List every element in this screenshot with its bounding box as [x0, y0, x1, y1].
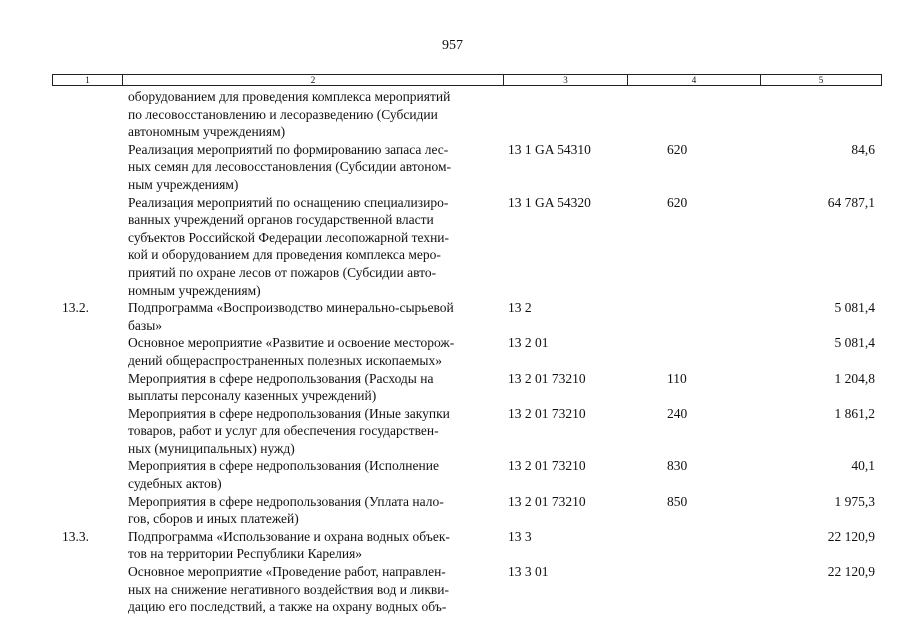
row-expense-type: 620 [667, 141, 688, 157]
row-name [128, 457, 498, 492]
table-row [0, 299, 905, 334]
table-row [0, 493, 905, 528]
row-name-line: Реализация мероприятий по оснащению специализиро- [128, 194, 449, 210]
row-name-line: дений общераспространенных полезных ископаемых» [128, 352, 442, 368]
row-expense-type: 240 [667, 405, 688, 421]
row-code: 13 3 01 [508, 564, 549, 580]
row-code: 13 2 [508, 300, 532, 316]
row-name-line: Мероприятия в сфере недропользования (Иные закупки [128, 405, 450, 421]
row-name-line: ных семян для лесовосстановления (Субсидии автоном- [128, 159, 452, 175]
row-name [128, 334, 498, 369]
row-expense-type: 850 [667, 493, 688, 509]
row-code: 13 2 01 73210 [508, 493, 586, 509]
row-name-line: дацию его последствий, а также на охрану водных объ- [128, 599, 447, 615]
row-code: 13 3 [508, 528, 532, 544]
column-header-5: 5 [818, 75, 824, 85]
page-number: 957 [442, 38, 463, 53]
table-row [0, 405, 905, 458]
column-header-2: 2 [123, 75, 504, 85]
row-amount: 1 861,2 [834, 405, 875, 421]
table-row [0, 88, 905, 141]
row-number: 13.2. [62, 300, 89, 316]
row-code: 13 2 01 73210 [508, 405, 586, 421]
row-name-line: гов, сборов и иных платежей) [128, 511, 299, 527]
row-name [128, 493, 498, 528]
row-name-line: тов на территории Республики Карелия» [128, 546, 363, 562]
row-name [128, 563, 498, 616]
row-expense-type: 620 [667, 194, 688, 210]
row-amount: 1 975,3 [834, 493, 875, 509]
row-name-line: субъектов Российской Федерации лесопожарной техни- [128, 229, 450, 245]
row-amount: 64 787,1 [827, 194, 875, 210]
row-name-line: Подпрограмма «Использование и охрана водных объек- [128, 528, 450, 544]
row-name-line: выплаты персоналу казенных учреждений) [128, 388, 377, 404]
row-name-line: Основное мероприятие «Проведение работ, направлен- [128, 564, 446, 580]
row-name-line: Основное мероприятие «Развитие и освоение месторож- [128, 335, 455, 351]
row-name-line: судебных актов) [128, 476, 222, 492]
row-code: 13 2 01 [508, 335, 549, 351]
row-name [128, 141, 498, 194]
row-name-line: кой и оборудованием для проведения комплекса меро- [128, 247, 441, 263]
row-name-line: оборудованием для проведения комплекса мероприятий [128, 89, 451, 104]
row-name [128, 528, 498, 563]
row-name-line: базы» [128, 317, 163, 333]
table-header [52, 74, 882, 86]
table-row [0, 194, 905, 300]
row-code: 13 2 01 73210 [508, 458, 586, 474]
row-name-line: товаров, работ и услуг для обеспечения государствен- [128, 423, 439, 439]
table-row [0, 370, 905, 405]
row-name-line: автономным учреждениям) [128, 124, 286, 140]
row-expense-type: 830 [667, 458, 688, 474]
table-row [0, 141, 905, 194]
row-name [128, 194, 498, 300]
row-name-line: Реализация мероприятий по формированию запаса лес- [128, 141, 449, 157]
row-name-line: ных (муниципальных) нужд) [128, 440, 295, 456]
column-header-3: 3 [504, 75, 628, 85]
row-name [128, 370, 498, 405]
row-code: 13 1 GA 54310 [508, 141, 591, 157]
table-row [0, 334, 905, 369]
row-name-line: Мероприятия в сфере недропользования (Расходы на [128, 370, 434, 386]
row-name-line: приятий по охране лесов от пожаров (Субсидии авто- [128, 264, 437, 280]
row-name-line: ных на снижение негативного воздействия вод и ликви- [128, 581, 449, 597]
row-name [128, 405, 498, 458]
row-name-line: ванных учреждений органов государственной власти [128, 212, 434, 228]
row-name [128, 299, 498, 334]
column-header-1: 1 [53, 75, 123, 85]
row-amount: 5 081,4 [834, 300, 875, 316]
row-amount: 1 204,8 [834, 370, 875, 386]
row-name-line: Подпрограмма «Воспроизводство минерально-сырьевой [128, 300, 454, 316]
row-amount: 40,1 [851, 458, 875, 474]
row-number: 13.3. [62, 528, 89, 544]
row-amount: 84,6 [851, 141, 875, 157]
row-amount: 5 081,4 [834, 335, 875, 351]
row-name-line: Мероприятия в сфере недропользования (Исполнение [128, 458, 439, 474]
row-name-line: Мероприятия в сфере недропользования (Уплата нало- [128, 493, 444, 509]
row-code: 13 1 GA 54320 [508, 194, 591, 210]
row-amount: 22 120,9 [827, 564, 875, 580]
row-name-line: по лесовосстановлению и лесоразведению (Субсидии [128, 106, 438, 122]
table-body [0, 88, 905, 616]
row-name-line: ным учреждениям) [128, 176, 239, 192]
column-header-4: 4 [628, 75, 761, 85]
row-name-line: номным учреждениям) [128, 282, 261, 298]
row-expense-type: 110 [667, 370, 687, 386]
row-code: 13 2 01 73210 [508, 370, 586, 386]
row-name [128, 88, 498, 141]
table-row [0, 457, 905, 492]
row-amount: 22 120,9 [827, 528, 875, 544]
table-row [0, 528, 905, 563]
table-row [0, 563, 905, 616]
